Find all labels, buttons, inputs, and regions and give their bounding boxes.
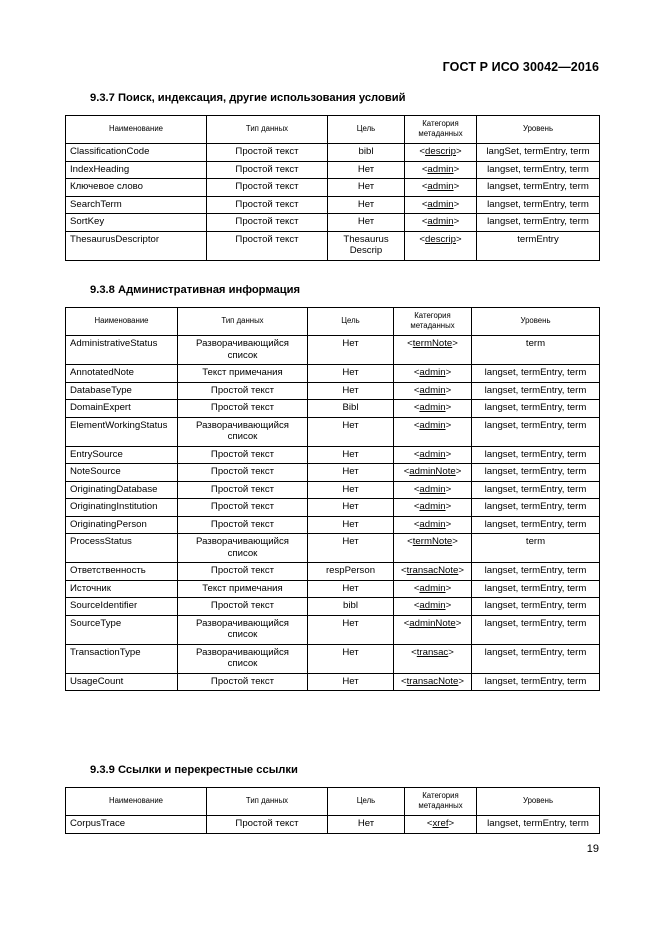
cell-level: termEntry xyxy=(477,231,600,260)
category-tag: transacNote xyxy=(406,675,459,687)
cell-category: <descrip> xyxy=(405,231,477,260)
cell-purpose: Нет xyxy=(308,446,394,464)
table-row xyxy=(66,446,600,464)
category-tag: admin xyxy=(427,163,454,175)
cell-type: Простой текст xyxy=(178,563,308,581)
table-row xyxy=(66,534,600,563)
cell-level: langSet, termEntry, term xyxy=(477,144,600,162)
cell-type: Простой текст xyxy=(207,179,328,197)
cell-level: langset, termEntry, term xyxy=(472,499,600,517)
category-tag: xref xyxy=(432,818,449,829)
cell-type: Простой текст xyxy=(207,231,328,260)
cell-level: langset, termEntry, term xyxy=(472,580,600,598)
col-header-category: Категория метаданных xyxy=(405,116,477,144)
cell-name: ProcessStatus xyxy=(66,534,178,563)
cell-category: <admin> xyxy=(394,365,472,383)
cell-name: SourceType xyxy=(66,615,178,644)
table-row xyxy=(66,400,600,418)
cell-level: langset, termEntry, term xyxy=(472,598,600,616)
cell-type: Разворачивающийся список xyxy=(178,615,308,644)
cell-level: langset, termEntry, term xyxy=(472,382,600,400)
cell-name: ClassificationCode xyxy=(66,144,207,162)
cell-category: <admin> xyxy=(405,196,477,214)
category-tag: adminNote xyxy=(409,466,456,477)
category-tag: admin xyxy=(419,600,446,611)
table-body xyxy=(66,816,600,834)
category-tag: admin xyxy=(419,448,446,460)
cell-level: langset, termEntry, term xyxy=(477,196,600,214)
table-row xyxy=(66,816,600,834)
category-tag: admin xyxy=(419,367,446,378)
col-header-name: Наименование xyxy=(66,788,207,816)
cell-name: CorpusTrace xyxy=(66,816,207,834)
cell-purpose: Нет xyxy=(308,644,394,673)
cell-name: IndexHeading xyxy=(66,161,207,179)
cell-purpose: Bibl xyxy=(308,400,394,418)
cell-category: <admin> xyxy=(394,499,472,517)
cell-name: EntrySource xyxy=(66,446,178,464)
table-row xyxy=(66,231,600,260)
cell-category: <xref> xyxy=(405,816,477,834)
cell-name: Ответственность xyxy=(66,563,178,581)
cell-level: langset, termEntry, term xyxy=(472,446,600,464)
cell-purpose: Нет xyxy=(308,499,394,517)
cell-name: AdministrativeStatus xyxy=(66,336,178,365)
table-header-row xyxy=(66,788,600,816)
cell-purpose: respPerson xyxy=(308,563,394,581)
table-row xyxy=(66,336,600,365)
col-header-category: Категория метаданных xyxy=(405,788,477,816)
col-header-level: Уровень xyxy=(472,308,600,336)
cell-name: SourceIdentifier xyxy=(66,598,178,616)
table-row xyxy=(66,161,600,179)
cell-type: Простой текст xyxy=(178,598,308,616)
cell-name: AnnotatedNote xyxy=(66,365,178,383)
cell-purpose: Нет xyxy=(328,179,405,197)
page-number: 19 xyxy=(586,843,599,855)
cell-level: term xyxy=(472,534,600,563)
category-tag: descrip xyxy=(425,146,456,157)
cell-type: Разворачивающийся список xyxy=(178,644,308,673)
cell-category: <transacNote> xyxy=(394,673,472,691)
category-tag: admin xyxy=(427,198,454,210)
cell-category: <admin> xyxy=(394,417,472,446)
cell-level: langset, termEntry, term xyxy=(472,615,600,644)
category-tag: admin xyxy=(427,216,454,227)
cell-purpose: Нет xyxy=(328,196,405,214)
cell-purpose: Нет xyxy=(308,382,394,400)
cell-category: <adminNote> xyxy=(394,615,472,644)
cell-level: langset, termEntry, term xyxy=(472,673,600,691)
cell-category: <admin> xyxy=(405,161,477,179)
table-row xyxy=(66,563,600,581)
cell-purpose: Нет xyxy=(308,615,394,644)
category-tag: admin xyxy=(419,402,446,413)
table-row xyxy=(66,464,600,482)
cell-level: langset, termEntry, term xyxy=(477,816,600,834)
cell-type: Простой текст xyxy=(207,144,328,162)
cell-purpose: Нет xyxy=(328,214,405,232)
table-row xyxy=(66,214,600,232)
cell-name: ThesaurusDescriptor xyxy=(66,231,207,260)
cell-type: Простой текст xyxy=(178,516,308,534)
cell-name: OriginatingPerson xyxy=(66,516,178,534)
cell-level: term xyxy=(472,336,600,365)
cell-purpose: Нет xyxy=(308,534,394,563)
table-row xyxy=(66,196,600,214)
col-header-type: Тип данных xyxy=(178,308,308,336)
table-header-row xyxy=(66,116,600,144)
category-tag: admin xyxy=(419,384,446,396)
cell-level: langset, termEntry, term xyxy=(472,400,600,418)
cell-category: <admin> xyxy=(394,481,472,499)
col-header-purpose: Цель xyxy=(328,788,405,816)
cell-purpose: Нет xyxy=(308,481,394,499)
category-tag: admin xyxy=(419,501,446,512)
cell-name: ElementWorkingStatus xyxy=(66,417,178,446)
cell-category: <termNote> xyxy=(394,534,472,563)
table-row xyxy=(66,382,600,400)
category-tag: termNote xyxy=(412,536,453,547)
table-body xyxy=(66,336,600,691)
table-row xyxy=(66,516,600,534)
col-header-level: Уровень xyxy=(477,116,600,144)
cell-type: Простой текст xyxy=(178,499,308,517)
cell-category: <admin> xyxy=(405,214,477,232)
cell-name: SearchTerm xyxy=(66,196,207,214)
cell-category: <admin> xyxy=(394,598,472,616)
cell-purpose: Нет xyxy=(308,673,394,691)
cell-purpose: Нет xyxy=(308,516,394,534)
table-row xyxy=(66,144,600,162)
category-tag: admin xyxy=(419,582,446,594)
cell-type: Простой текст xyxy=(178,382,308,400)
document-code: ГОСТ Р ИСО 30042—2016 xyxy=(442,60,599,74)
section-title-links: 9.3.9 Ссылки и перекрестные ссылки xyxy=(90,764,298,776)
category-tag: termNote xyxy=(412,338,453,349)
cell-name: DomainExpert xyxy=(66,400,178,418)
cell-category: <admin> xyxy=(394,516,472,534)
cell-name: DatabaseType xyxy=(66,382,178,400)
col-header-category: Категория метаданных xyxy=(394,308,472,336)
cell-category: <admin> xyxy=(394,400,472,418)
table-row xyxy=(66,644,600,673)
cell-purpose: Нет xyxy=(308,580,394,598)
cell-type: Простой текст xyxy=(178,464,308,482)
cell-level: langset, termEntry, term xyxy=(477,214,600,232)
cell-category: <termNote> xyxy=(394,336,472,365)
cell-level: langset, termEntry, term xyxy=(472,516,600,534)
table-row xyxy=(66,481,600,499)
cell-type: Текст примечания xyxy=(178,580,308,598)
cell-purpose: Нет xyxy=(328,161,405,179)
table-body xyxy=(66,144,600,261)
cell-type: Простой текст xyxy=(178,673,308,691)
cell-type: Простой текст xyxy=(207,161,328,179)
cell-category: <transacNote> xyxy=(394,563,472,581)
cell-category: <admin> xyxy=(405,179,477,197)
cell-category: <admin> xyxy=(394,580,472,598)
cell-category: <admin> xyxy=(394,382,472,400)
cell-category: <admin> xyxy=(394,446,472,464)
col-header-purpose: Цель xyxy=(308,308,394,336)
category-tag: admin xyxy=(419,483,446,495)
cell-level: langset, termEntry, term xyxy=(477,161,600,179)
cell-level: langset, termEntry, term xyxy=(472,481,600,499)
cell-level: langset, termEntry, term xyxy=(472,644,600,673)
cell-purpose: bibl xyxy=(328,144,405,162)
col-header-name: Наименование xyxy=(66,308,178,336)
cell-type: Простой текст xyxy=(178,400,308,418)
cell-name: Источник xyxy=(66,580,178,598)
category-tag: transacNote xyxy=(406,565,459,576)
table-header-row xyxy=(66,308,600,336)
col-header-type: Тип данных xyxy=(207,788,328,816)
table-row xyxy=(66,179,600,197)
cell-type: Простой текст xyxy=(178,446,308,464)
cell-name: UsageCount xyxy=(66,673,178,691)
cell-purpose: Thesaurus Descrip xyxy=(328,231,405,260)
table-row xyxy=(66,499,600,517)
cell-purpose: bibl xyxy=(308,598,394,616)
cell-purpose: Нет xyxy=(328,816,405,834)
table-row xyxy=(66,417,600,446)
table-row xyxy=(66,615,600,644)
category-tag: adminNote xyxy=(409,617,456,629)
cell-category: <adminNote> xyxy=(394,464,472,482)
cell-type: Простой текст xyxy=(207,816,328,834)
col-header-purpose: Цель xyxy=(328,116,405,144)
cell-purpose: Нет xyxy=(308,417,394,446)
cell-type: Текст примечания xyxy=(178,365,308,383)
category-tag: admin xyxy=(427,181,454,192)
table-row xyxy=(66,580,600,598)
cell-type: Простой текст xyxy=(178,481,308,499)
cell-level: langset, termEntry, term xyxy=(472,365,600,383)
category-tag: transac xyxy=(416,646,449,658)
cell-purpose: Нет xyxy=(308,365,394,383)
cell-category: <transac> xyxy=(394,644,472,673)
cell-name: Ключевое слово xyxy=(66,179,207,197)
cell-category: <descrip> xyxy=(405,144,477,162)
cell-type: Разворачивающийся список xyxy=(178,534,308,563)
col-header-type: Тип данных xyxy=(207,116,328,144)
cell-type: Разворачивающийся список xyxy=(178,336,308,365)
table-links xyxy=(65,787,600,834)
cell-name: OriginatingInstitution xyxy=(66,499,178,517)
cell-level: langset, termEntry, term xyxy=(477,179,600,197)
table-admin-info xyxy=(65,307,600,691)
col-header-name: Наименование xyxy=(66,116,207,144)
cell-level: langset, termEntry, term xyxy=(472,563,600,581)
cell-type: Простой текст xyxy=(207,214,328,232)
cell-level: langset, termEntry, term xyxy=(472,417,600,446)
cell-type: Разворачивающийся список xyxy=(178,417,308,446)
cell-name: NoteSource xyxy=(66,464,178,482)
section-title-admin: 9.3.8 Административная информация xyxy=(90,284,300,296)
table-search-indexing xyxy=(65,115,600,261)
table-row xyxy=(66,598,600,616)
category-tag: admin xyxy=(419,518,446,530)
section-title-search: 9.3.7 Поиск, индексация, другие использования условий xyxy=(90,92,406,104)
cell-purpose: Нет xyxy=(308,336,394,365)
col-header-level: Уровень xyxy=(477,788,600,816)
cell-name: OriginatingDatabase xyxy=(66,481,178,499)
cell-type: Простой текст xyxy=(207,196,328,214)
category-tag: descrip xyxy=(425,233,456,245)
cell-purpose: Нет xyxy=(308,464,394,482)
cell-name: SortKey xyxy=(66,214,207,232)
table-row xyxy=(66,673,600,691)
cell-name: TransactionType xyxy=(66,644,178,673)
cell-level: langset, termEntry, term xyxy=(472,464,600,482)
table-row xyxy=(66,365,600,383)
category-tag: admin xyxy=(419,419,446,431)
